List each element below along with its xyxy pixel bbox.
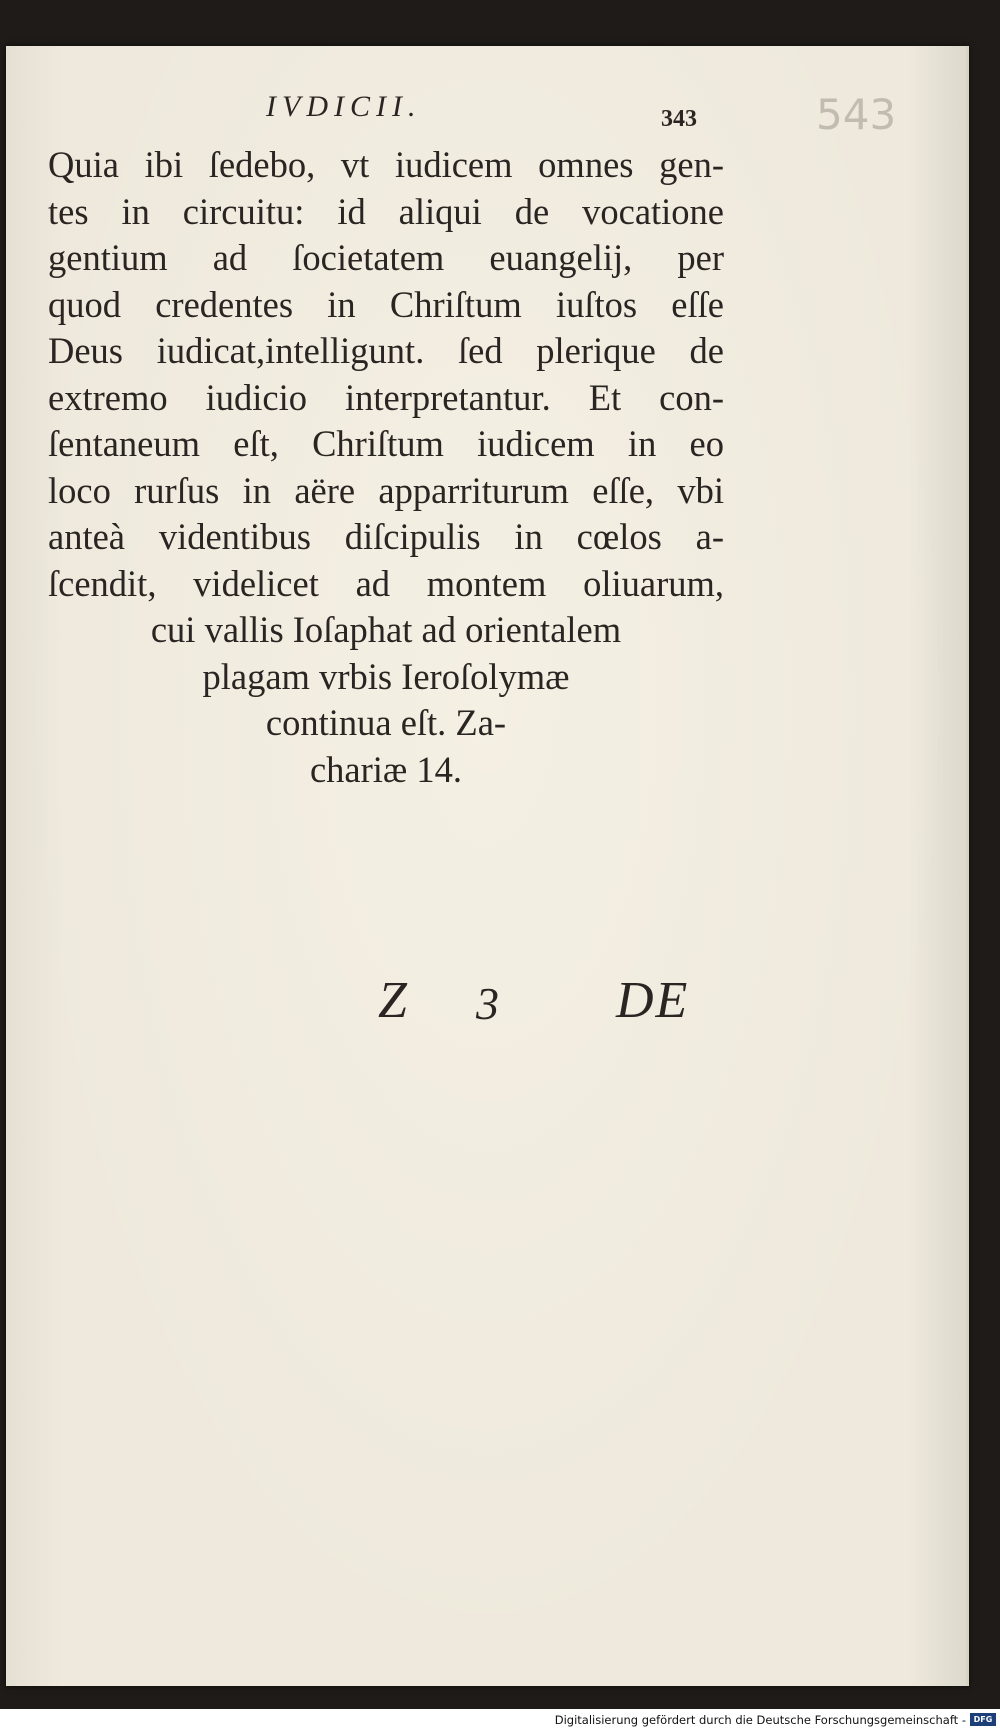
body-text [48,142,724,793]
text-line: gentium ad ſocietatem euangelij, per [48,237,724,278]
pencil-annotation: 543 [816,90,897,139]
footer-bar [0,1709,1000,1731]
text-line: quod credentes in Chriſtum iuſtos eſſe [48,283,724,325]
catchword: DE [616,972,690,1029]
running-head: IVDICII. [266,90,422,123]
text-line: chariæ 14. [309,748,463,790]
footer-credit: Digitalisierung gefördert durch die Deutsche Forschungsgemeinschaft - [554,1713,966,1727]
text-line: loco rurſus in aëre apparriturum eſſe, vbi [48,469,724,511]
text-line: cui vallis Ioſaphat ad orientalem [150,609,622,650]
text-line: anteà videntibus diſcipulis in cœlos a- [48,516,724,557]
text-line: Deus iudicat,intelligunt. ſed plerique de [48,330,724,371]
signature-line [6,971,966,1031]
text-line: Quia ibi ſedebo, vt iudicem omnes gen- [48,144,724,185]
signature-mark: Z [378,972,407,1029]
text-line: extremo iudicio interpretantur. Et con- [48,376,724,418]
page-number: 343 [661,106,697,132]
text-line: continua eſt. Za- [265,702,507,743]
dfg-logo-icon: DFG [970,1713,996,1726]
signature-number: 3 [476,978,499,1029]
text-line: ſentaneum eſt, Chriſtum iudicem in eo [48,423,724,464]
text-line: ſcendit, videlicet ad montem oliuarum, [48,562,724,604]
text-line: tes in circuitu: id aliqui de vocatione [48,190,724,232]
text-line: plagam vrbis Ieroſolymæ [202,655,570,697]
book-page [6,46,969,1686]
